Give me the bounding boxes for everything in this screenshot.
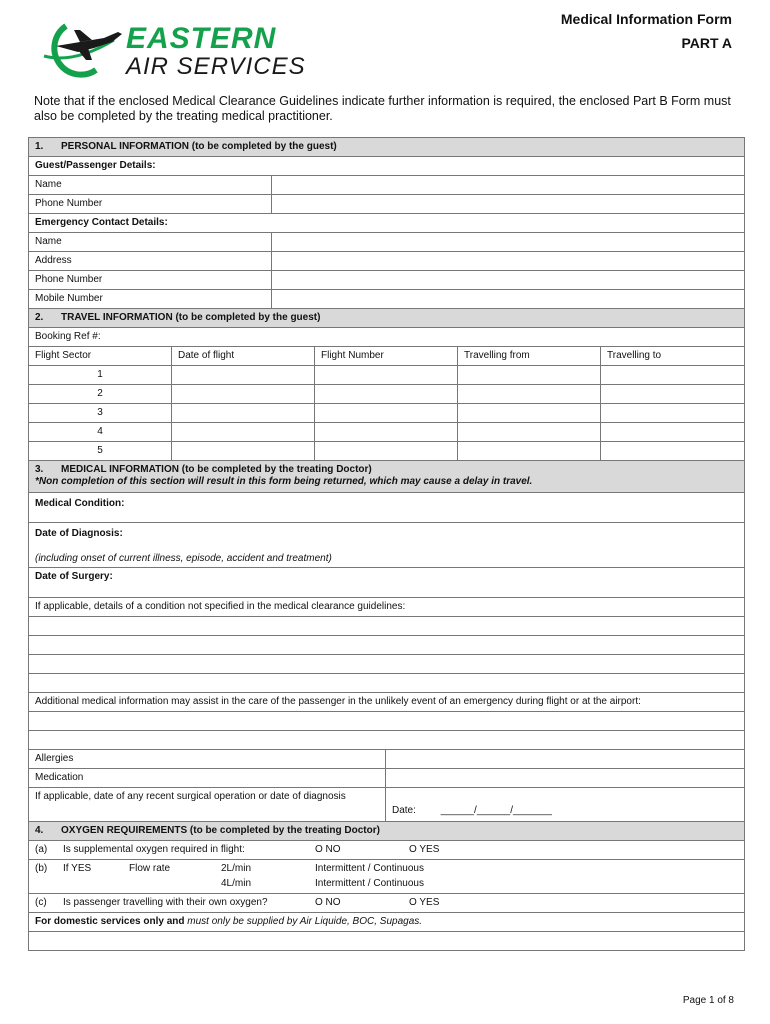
- mode-2l[interactable]: Intermittent / Continuous: [315, 863, 424, 874]
- allergies-row: Allergies: [29, 750, 744, 769]
- flight-sector-row: 3: [29, 404, 744, 423]
- flow-rate-4l[interactable]: 4L/min: [221, 878, 252, 889]
- emergency-heading: Emergency Contact Details:: [29, 214, 744, 233]
- date-of-flight-cell[interactable]: [172, 423, 315, 441]
- guest-phone-field[interactable]: [272, 195, 744, 213]
- ec-address-row: Address: [29, 252, 744, 271]
- guest-phone-row: Phone Number: [29, 195, 744, 214]
- flight-sector-row: 4: [29, 423, 744, 442]
- travelling-to-cell[interactable]: [601, 404, 744, 422]
- flight-sector-row: 2: [29, 385, 744, 404]
- flight-table-header: Flight Sector Date of flight Flight Number Travelling from Travelling to: [29, 347, 744, 366]
- guest-details-heading: Guest/Passenger Details:: [29, 157, 744, 176]
- oxygen-question-a: (a) Is supplemental oxygen required in flight: O NO O YES: [29, 841, 744, 860]
- eastern-air-services-logo: [34, 12, 354, 84]
- flight-number-cell[interactable]: [315, 442, 458, 460]
- section-4-header: 4. OXYGEN REQUIREMENTS (to be completed by the treating Doctor): [29, 822, 744, 841]
- travelling-from-cell[interactable]: [458, 385, 601, 403]
- oxygen-question-c: (c) Is passenger travelling with their own oxygen? O NO O YES: [29, 894, 744, 913]
- oxygen-c-yes-radio[interactable]: O YES: [409, 897, 440, 908]
- section-3-warning: *Non completion of this section will result in this form being returned, which may cause a delay in travel.: [35, 476, 533, 487]
- form-title: Medical Information Form: [560, 11, 732, 27]
- travelling-to-cell[interactable]: [601, 442, 744, 460]
- flow-rate-2l[interactable]: 2L/min: [221, 863, 252, 874]
- guest-name-field[interactable]: [272, 176, 744, 194]
- medical-condition-row[interactable]: Medical Condition:: [29, 493, 744, 523]
- flight-sector-row: 1: [29, 366, 744, 385]
- blank-line[interactable]: [29, 655, 744, 674]
- diagnosis-row[interactable]: Date of Diagnosis: (including onset of current illness, episode, accident and treatment): [29, 523, 744, 568]
- svg-text:AIR SERVICES: AIR SERVICES: [126, 53, 306, 80]
- flight-number-cell[interactable]: [315, 385, 458, 403]
- intro-note: Note that if the enclosed Medical Clearance Guidelines indicate further information is required, the enclosed Part B Form must also be completed by the treating medical practitioner.: [34, 94, 731, 123]
- ec-phone-field[interactable]: [272, 271, 744, 289]
- recent-surgery-date-field[interactable]: Date: ______/______/_______: [392, 805, 552, 816]
- ec-phone-row: Phone Number: [29, 271, 744, 290]
- medication-row: Medication: [29, 769, 744, 788]
- page-number: Page 1 of 8: [682, 995, 734, 1006]
- travelling-to-cell[interactable]: [601, 366, 744, 384]
- ec-name-field[interactable]: [272, 233, 744, 251]
- oxygen-a-yes-radio[interactable]: O YES: [409, 844, 440, 855]
- flight-sector-row: 5: [29, 442, 744, 461]
- mode-4l[interactable]: Intermittent / Continuous: [315, 878, 424, 889]
- form-part: PART A: [681, 35, 732, 51]
- blank-line[interactable]: [29, 636, 744, 655]
- blank-line[interactable]: [29, 712, 744, 731]
- svg-text:EASTERN: EASTERN: [126, 22, 277, 55]
- ec-name-row: Name: [29, 233, 744, 252]
- oxygen-question-b: (b) If YES Flow rate 2L/min 4L/min Intermittent / Continuous Intermittent / Continuous: [29, 860, 744, 894]
- travelling-from-cell[interactable]: [458, 442, 601, 460]
- flight-number-cell[interactable]: [315, 404, 458, 422]
- flight-number-cell[interactable]: [315, 366, 458, 384]
- date-of-flight-cell[interactable]: [172, 385, 315, 403]
- booking-ref-row: Booking Ref #:: [29, 328, 744, 347]
- section-2-header: 2. TRAVEL INFORMATION (to be completed by the guest): [29, 309, 744, 328]
- ec-mobile-field[interactable]: [272, 290, 744, 308]
- recent-surgery-row: If applicable, date of any recent surgical operation or date of diagnosis Date: ______/______/_______: [29, 788, 744, 822]
- travelling-from-cell[interactable]: [458, 404, 601, 422]
- oxygen-a-no-radio[interactable]: O NO: [315, 844, 341, 855]
- medication-field[interactable]: [386, 769, 744, 787]
- travelling-to-cell[interactable]: [601, 423, 744, 441]
- other-condition-row: If applicable, details of a condition not specified in the medical clearance guidelines:: [29, 598, 744, 617]
- medical-form: [28, 137, 745, 951]
- surgery-date-row[interactable]: Date of Surgery:: [29, 568, 744, 598]
- date-of-flight-cell[interactable]: [172, 366, 315, 384]
- date-of-flight-cell[interactable]: [172, 404, 315, 422]
- ec-mobile-row: Mobile Number: [29, 290, 744, 309]
- flight-number-cell[interactable]: [315, 423, 458, 441]
- travelling-from-cell[interactable]: [458, 423, 601, 441]
- travelling-to-cell[interactable]: [601, 385, 744, 403]
- additional-info-row: Additional medical information may assist in the care of the passenger in the unlikely event of an emergency during flight or at the airport:: [29, 693, 744, 712]
- blank-line: [29, 932, 744, 950]
- section-1-header: 1. PERSONAL INFORMATION (to be completed by the guest): [29, 138, 744, 157]
- ec-address-field[interactable]: [272, 252, 744, 270]
- section-3-header: 3. MEDICAL INFORMATION (to be completed by the treating Doctor) *Non completion of this section will result in this form being returned, which may cause a delay in travel.: [29, 461, 744, 493]
- blank-line[interactable]: [29, 674, 744, 693]
- domestic-note-row: For domestic services only and must only be supplied by Air Liquide, BOC, Supagas.: [29, 913, 744, 932]
- date-of-flight-cell[interactable]: [172, 442, 315, 460]
- allergies-field[interactable]: [386, 750, 744, 768]
- travelling-from-cell[interactable]: [458, 366, 601, 384]
- blank-line[interactable]: [29, 731, 744, 750]
- oxygen-c-no-radio[interactable]: O NO: [315, 897, 341, 908]
- blank-line[interactable]: [29, 617, 744, 636]
- guest-name-row: Name: [29, 176, 744, 195]
